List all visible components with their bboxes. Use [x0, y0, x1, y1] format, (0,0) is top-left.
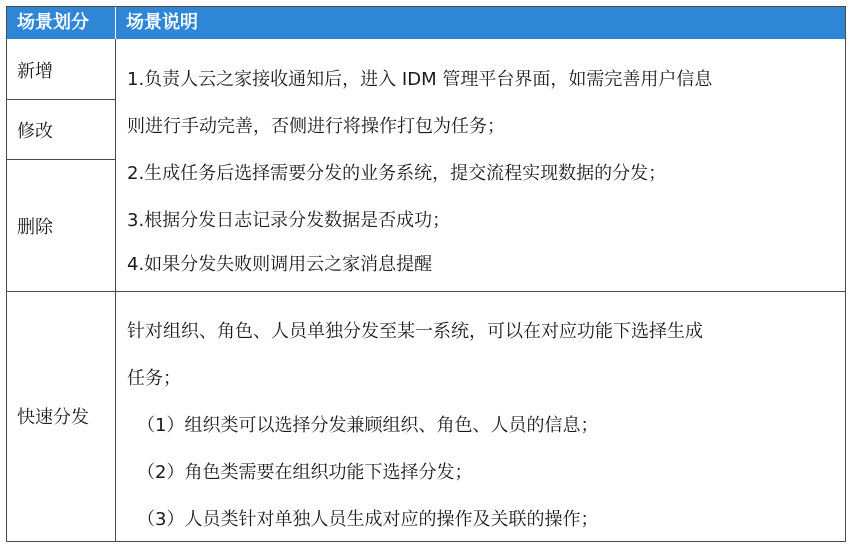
description-line: 4.如果分发失败则调用云之家消息提醒 [127, 254, 433, 275]
scenario-table [6, 6, 846, 542]
description-line: （1）组织类可以选择分发兼顾组织、角色、人员的信息； [137, 415, 599, 436]
description-line: （2）角色类需要在组织功能下选择分发； [137, 462, 473, 483]
scene-edit: 修改 [17, 121, 53, 142]
table-header [7, 7, 845, 39]
scene-delete: 删除 [17, 217, 53, 238]
description-line: 2.生成任务后选择需要分发的业务系统，提交流程实现数据的分发； [127, 163, 667, 184]
row-divider-groups [7, 291, 845, 292]
header-scene-division: 场景划分 [7, 7, 116, 39]
description-line: 针对组织、角色、人员单独分发至某一系统，可以在对应功能下选择生成 [127, 321, 703, 342]
description-line: 则进行手动完善，否侧进行将操作打包为任务； [127, 116, 505, 137]
description-group-2 [127, 308, 841, 543]
scene-quick-distribute: 快速分发 [17, 407, 89, 428]
description-group-1 [127, 56, 841, 286]
header-scene-description: 场景说明 [126, 12, 198, 33]
scene-add: 新增 [17, 61, 53, 82]
description-line: 3.根据分发日志记录分发数据是否成功； [127, 210, 451, 231]
description-line: （3）人员类针对单独人员生成对应的操作及关联的操作； [137, 509, 599, 530]
row-divider-edit-delete [7, 159, 115, 160]
row-divider-add-edit [7, 99, 115, 100]
description-line: 任务； [127, 368, 181, 389]
column-divider [115, 39, 116, 541]
description-line: 1.负责人云之家接收通知后，进入 IDM 管理平台界面，如需完善用户信息 [127, 69, 713, 90]
